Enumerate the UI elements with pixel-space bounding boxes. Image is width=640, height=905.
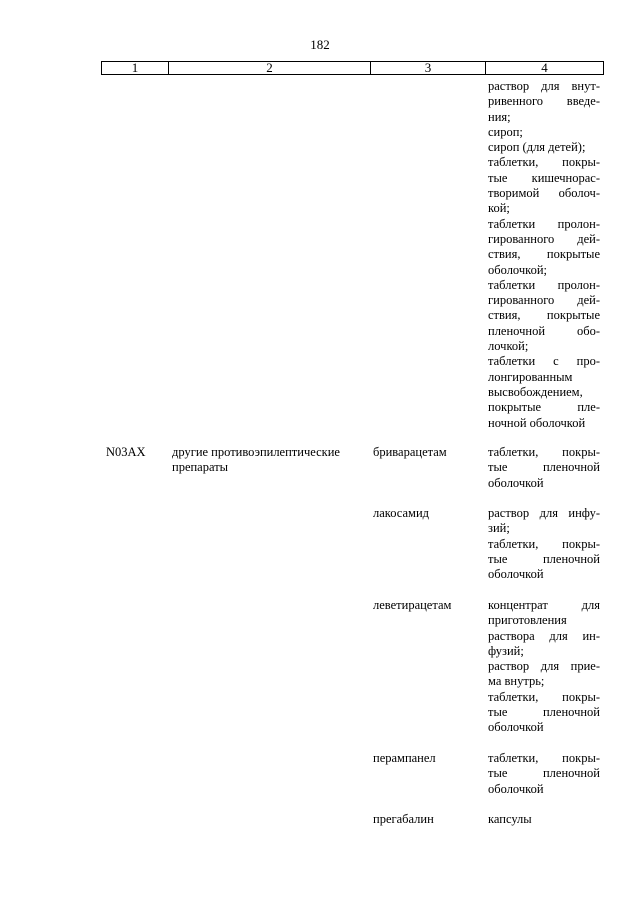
form-line: таблетки, покры- [488,751,600,765]
drug-name: прегабалин [373,812,434,826]
form-line: сироп; [488,124,523,139]
table-header [101,61,604,75]
form-line: тые кишечнорас- [488,170,600,185]
header-col-3: 3 [370,62,485,74]
form-line: таблетки, покры- [488,689,600,704]
form-line: ривенного введе- [488,94,600,109]
form-line: раствор для внут- [488,79,600,93]
group-name-line: другие противоэпилептические [172,445,340,459]
form-line: ствия, покрытые [488,247,600,262]
drug-forms [488,598,600,736]
form-line: таблетки, покры- [488,536,600,551]
drug-name: бриварацетам [373,445,447,459]
form-line: раствор для прие- [488,659,600,674]
form-line: тые пленочной [488,460,600,475]
form-line: ния; [488,109,511,124]
header-col-1: 1 [131,60,139,75]
form-line: таблетки пролон- [488,216,600,231]
drug-name: перампанел [373,751,436,765]
drug-forms [488,751,600,797]
group-name [172,445,367,476]
form-line: оболочкой [488,781,544,796]
drug-forms [488,812,600,827]
group-name-line: препараты [172,460,229,475]
atc-code: N03AX [106,445,146,459]
form-line: фузий; [488,643,524,658]
form-line: тые пленочной [488,551,600,566]
form-line: оболочкой [488,720,544,735]
form-line: ствия, покрытые [488,308,600,323]
form-line: раствора для ин- [488,628,600,643]
form-line: таблетки пролон- [488,277,600,292]
form-line: оболочкой [488,567,544,582]
form-line: приготовления [488,613,567,628]
page-number: 182 [310,37,330,52]
form-line: капсулы [488,812,532,826]
form-line: сироп (для детей); [488,140,586,155]
form-line: лочкой; [488,339,529,354]
form-line: ма внутрь; [488,674,545,689]
header-col-2: 2 [168,62,370,74]
form-line: тые пленочной [488,766,600,781]
form-line: тые пленочной [488,705,600,720]
drug-forms [488,445,600,491]
form-line: гированного дей- [488,231,600,246]
drug-name: леветирацетам [373,598,452,612]
form-line: концентрат для [488,598,600,612]
continued-forms-cell [488,79,600,431]
form-line: таблетки с про- [488,354,600,369]
form-line: ночной оболочкой [488,415,586,430]
form-line: раствор для инфу- [488,506,600,520]
form-line: гированного дей- [488,293,600,308]
form-line: пленочной обо- [488,323,600,338]
form-line: лонгированным [488,369,573,384]
drug-name: лакосамид [373,506,429,520]
form-line: оболочкой; [488,262,547,277]
form-line: творимой оболоч- [488,186,600,201]
form-line: покрытые пле- [488,400,600,415]
form-line: оболочкой [488,475,544,490]
form-line: таблетки, покры- [488,445,600,459]
form-line: таблетки, покры- [488,155,600,170]
form-line: кой; [488,201,510,216]
drug-forms [488,506,600,582]
form-line: зий; [488,521,510,536]
form-line: высвобождением, [488,384,583,399]
header-col-4: 4 [485,62,603,74]
